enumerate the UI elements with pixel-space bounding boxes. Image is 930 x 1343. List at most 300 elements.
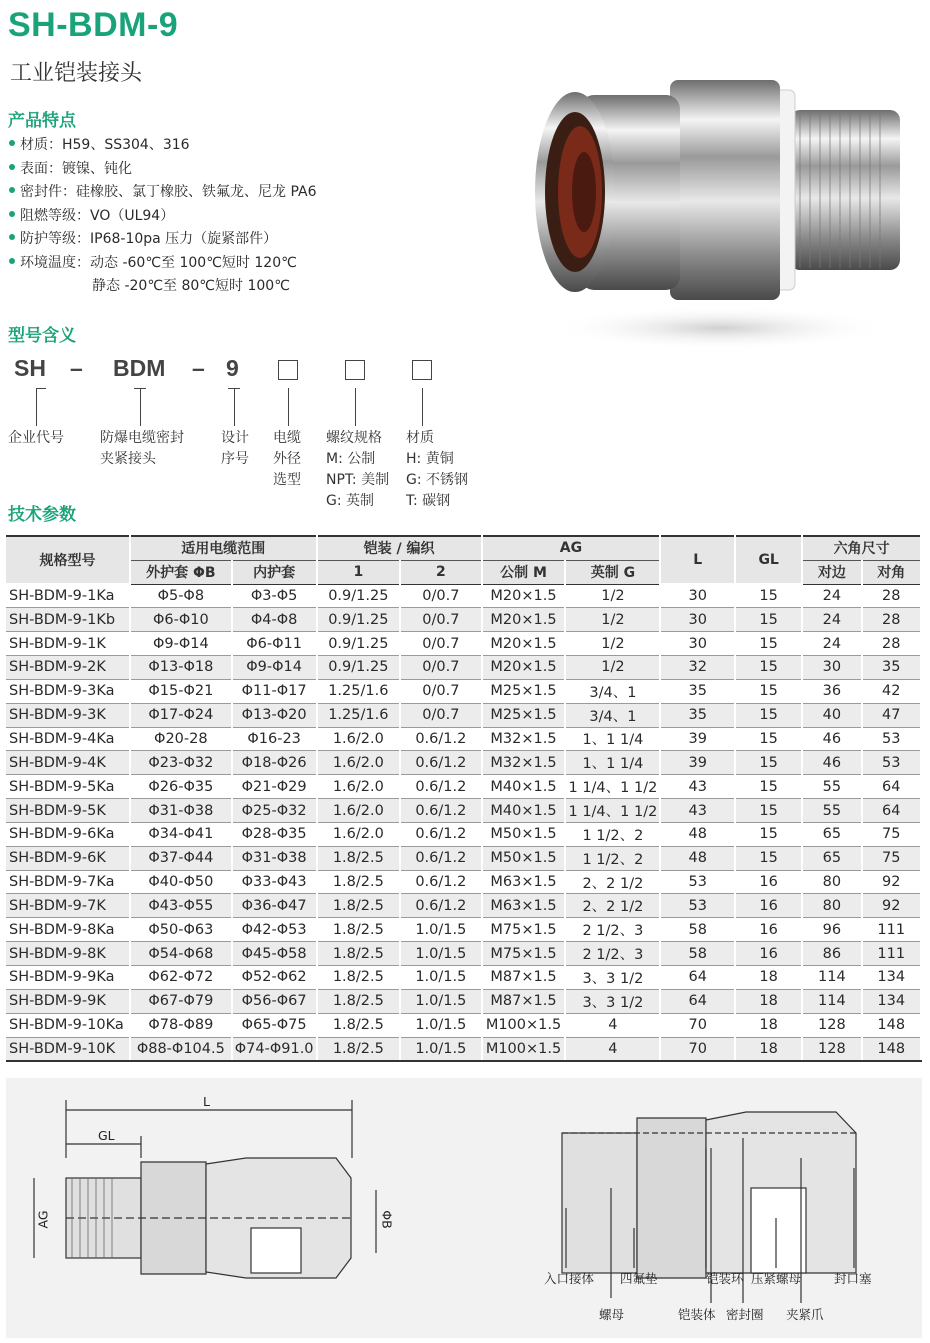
spec-table <box>6 535 922 1062</box>
table-row <box>6 632 921 656</box>
table-cell: SH-BDM-9-3K <box>6 703 130 727</box>
table-cell: 46 <box>802 727 861 751</box>
table-cell: 35 <box>660 703 735 727</box>
table-cell: 1 1/2、2 <box>565 846 660 870</box>
table-cell: 75 <box>862 846 921 870</box>
table-cell: Φ65-Φ75 <box>232 1013 317 1037</box>
part-sealing-plug: 封口塞 <box>834 1271 872 1286</box>
table-cell: Φ20-28 <box>130 727 232 751</box>
table-cell: 1.0/1.5 <box>400 1037 481 1061</box>
table-cell: 1.8/2.5 <box>317 1037 401 1061</box>
table-cell: 28 <box>862 608 921 632</box>
code-leader <box>355 388 356 426</box>
table-cell: Φ23-Φ32 <box>130 751 232 775</box>
product-photo <box>520 70 920 360</box>
table-cell: 47 <box>862 703 921 727</box>
table-cell: SH-BDM-9-1K <box>6 632 130 656</box>
table-cell: 0/0.7 <box>400 584 481 608</box>
table-cell: SH-BDM-9-1Ka <box>6 584 130 608</box>
label-thread: 螺纹规格 M: 公制 NPT: 美制 G: 英制 <box>326 430 390 509</box>
feature-item: 材质： H59、SS304、316 <box>20 137 190 153</box>
table-cell: 64 <box>862 775 921 799</box>
feature-item: 环境温度： 动态 -60℃至 100℃短时 120℃ <box>20 254 297 271</box>
table-cell: SH-BDM-9-8K <box>6 942 130 966</box>
table-row <box>6 608 921 632</box>
table-cell: 55 <box>802 775 861 799</box>
table-cell: Φ50-Φ63 <box>130 918 232 942</box>
table-cell: 1 1/4、1 1/2 <box>565 799 660 823</box>
table-cell: M20×1.5 <box>482 608 566 632</box>
table-cell: 3/4、1 <box>565 679 660 703</box>
table-cell: Φ13-Φ20 <box>232 703 317 727</box>
table-cell: 15 <box>735 584 802 608</box>
table-cell: Φ28-Φ35 <box>232 822 317 846</box>
features-list <box>8 134 478 299</box>
tech-heading: 技术参数 <box>8 505 76 525</box>
table-cell: 1 1/2、2 <box>565 822 660 846</box>
table-cell: 1.8/2.5 <box>317 1013 401 1037</box>
table-cell: 1/2 <box>565 584 660 608</box>
table-cell: 30 <box>660 584 735 608</box>
table-cell: 48 <box>660 822 735 846</box>
table-cell: 2、2 1/2 <box>565 894 660 918</box>
table-cell: 15 <box>735 799 802 823</box>
table-cell: Φ56-Φ67 <box>232 989 317 1013</box>
table-cell: 0.6/1.2 <box>400 727 481 751</box>
table-cell: 18 <box>735 1037 802 1061</box>
col-hex: 六角尺寸 <box>802 536 921 560</box>
table-cell: 55 <box>802 799 861 823</box>
table-cell: 148 <box>862 1013 921 1037</box>
table-cell: 0/0.7 <box>400 703 481 727</box>
label-design: 设计 序号 <box>221 430 249 467</box>
code-part-type: BDM <box>113 355 166 381</box>
code-part-design: 9 <box>226 355 239 381</box>
table-cell: M25×1.5 <box>482 679 566 703</box>
col-armor-2: 2 <box>400 560 481 584</box>
col-outer: 外护套 ΦB <box>130 560 232 584</box>
col-model: 规格型号 <box>6 536 130 584</box>
table-cell: 1.8/2.5 <box>317 942 401 966</box>
table-cell: 48 <box>660 846 735 870</box>
table-cell: 42 <box>862 679 921 703</box>
code-box-material <box>412 360 432 380</box>
table-cell: Φ43-Φ55 <box>130 894 232 918</box>
table-cell: 64 <box>660 989 735 1013</box>
table-row <box>6 870 921 894</box>
table-cell: Φ45-Φ58 <box>232 942 317 966</box>
table-cell: M50×1.5 <box>482 822 566 846</box>
label-type: 防爆电缆密封 夹紧接头 <box>100 430 184 467</box>
feature-item: 密封件： 硅橡胶、氯丁橡胶、铁氟龙、尼龙 PA6 <box>20 184 317 200</box>
table-cell: 2 1/2、3 <box>565 942 660 966</box>
table-cell: 0.9/1.25 <box>317 608 401 632</box>
col-gl: GL <box>735 536 802 584</box>
col-inner: 内护套 <box>232 560 317 584</box>
table-cell: 0.6/1.2 <box>400 751 481 775</box>
table-cell: 1.0/1.5 <box>400 942 481 966</box>
part-ptfe-washer: 四氟垫 <box>620 1271 658 1286</box>
table-cell: Φ88-Φ104.5 <box>130 1037 232 1061</box>
product-subtitle: 工业铠装接头 <box>10 61 143 86</box>
table-cell: 53 <box>660 870 735 894</box>
table-cell: 0.6/1.2 <box>400 799 481 823</box>
table-cell: 64 <box>660 966 735 990</box>
table-cell: 0.6/1.2 <box>400 775 481 799</box>
dim-l: L <box>203 1094 210 1109</box>
table-cell: 86 <box>802 942 861 966</box>
table-cell: 1.6/2.0 <box>317 751 401 775</box>
code-leader <box>36 388 46 389</box>
drawing-sketch <box>6 1078 922 1338</box>
feature-item-continuation: 静态 -20℃至 80℃短时 100℃ <box>92 278 290 294</box>
code-part-company: SH <box>14 355 46 381</box>
table-cell: 1.0/1.5 <box>400 918 481 942</box>
table-cell: 35 <box>862 656 921 680</box>
table-row <box>6 751 921 775</box>
table-cell: 53 <box>660 894 735 918</box>
table-cell: 96 <box>802 918 861 942</box>
spec-table-body <box>6 584 921 1061</box>
code-leader <box>288 388 289 426</box>
table-cell: Φ31-Φ38 <box>232 846 317 870</box>
code-box-thread <box>345 360 365 380</box>
feature-item: 阻燃等级： VO（UL94） <box>20 207 175 224</box>
table-cell: SH-BDM-9-4Ka <box>6 727 130 751</box>
code-leader <box>140 388 141 426</box>
table-cell: Φ67-Φ79 <box>130 989 232 1013</box>
table-cell: 70 <box>660 1037 735 1061</box>
table-cell: M20×1.5 <box>482 584 566 608</box>
table-cell: 3、3 1/2 <box>565 989 660 1013</box>
table-cell: 16 <box>735 894 802 918</box>
table-cell: 18 <box>735 1013 802 1037</box>
table-cell: 30 <box>660 608 735 632</box>
part-compression-nut: 压紧螺母 <box>751 1271 802 1286</box>
table-cell: 65 <box>802 822 861 846</box>
table-cell: 1.6/2.0 <box>317 775 401 799</box>
table-cell: Φ26-Φ35 <box>130 775 232 799</box>
table-cell: M100×1.5 <box>482 1037 566 1061</box>
table-cell: 15 <box>735 632 802 656</box>
table-cell: Φ31-Φ38 <box>130 799 232 823</box>
table-cell: 15 <box>735 727 802 751</box>
table-cell: SH-BDM-9-5Ka <box>6 775 130 799</box>
feature-item: 表面： 镀镍、钝化 <box>20 160 132 177</box>
table-cell: 18 <box>735 966 802 990</box>
table-cell: Φ9-Φ14 <box>232 656 317 680</box>
table-row <box>6 584 921 608</box>
table-cell: Φ4-Φ8 <box>232 608 317 632</box>
col-ag: AG <box>482 536 661 560</box>
table-cell: 15 <box>735 656 802 680</box>
label-company-code: 企业代号 <box>8 430 64 446</box>
table-cell: 0.6/1.2 <box>400 894 481 918</box>
table-cell: Φ74-Φ91.0 <box>232 1037 317 1061</box>
table-cell: 0/0.7 <box>400 608 481 632</box>
table-cell: 1.8/2.5 <box>317 918 401 942</box>
table-cell: 1.0/1.5 <box>400 966 481 990</box>
table-cell: M63×1.5 <box>482 894 566 918</box>
table-cell: 128 <box>802 1037 861 1061</box>
table-cell: Φ3-Φ5 <box>232 584 317 608</box>
table-cell: Φ33-Φ43 <box>232 870 317 894</box>
table-cell: 3/4、1 <box>565 703 660 727</box>
table-cell: 0.9/1.25 <box>317 656 401 680</box>
table-cell: 2、2 1/2 <box>565 870 660 894</box>
col-flat: 对边 <box>802 560 861 584</box>
table-cell: 1.25/1.6 <box>317 679 401 703</box>
table-cell: Φ6-Φ11 <box>232 632 317 656</box>
table-cell: M75×1.5 <box>482 918 566 942</box>
part-armor-ring: 铠装环 <box>706 1271 744 1286</box>
table-cell: 1.6/2.0 <box>317 799 401 823</box>
table-cell: SH-BDM-9-1Kb <box>6 608 130 632</box>
col-armor-1: 1 <box>317 560 401 584</box>
table-row <box>6 1037 921 1061</box>
table-cell: 4 <box>565 1013 660 1037</box>
table-cell: 70 <box>660 1013 735 1037</box>
table-cell: 24 <box>802 608 861 632</box>
product-model-title: SH-BDM-9 <box>8 6 179 44</box>
table-cell: 30 <box>660 632 735 656</box>
table-cell: Φ37-Φ44 <box>130 846 232 870</box>
table-cell: M75×1.5 <box>482 942 566 966</box>
table-cell: M50×1.5 <box>482 846 566 870</box>
table-cell: 111 <box>862 942 921 966</box>
table-cell: SH-BDM-9-8Ka <box>6 918 130 942</box>
table-row <box>6 727 921 751</box>
table-cell: Φ54-Φ68 <box>130 942 232 966</box>
table-cell: 36 <box>802 679 861 703</box>
code-leader <box>228 388 240 389</box>
table-cell: 46 <box>802 751 861 775</box>
label-cable: 电缆 外径 选型 <box>273 430 301 488</box>
table-cell: Φ15-Φ21 <box>130 679 232 703</box>
table-cell: 1/2 <box>565 608 660 632</box>
table-row <box>6 679 921 703</box>
table-cell: Φ16-23 <box>232 727 317 751</box>
table-cell: 16 <box>735 918 802 942</box>
table-cell: SH-BDM-9-10K <box>6 1037 130 1061</box>
table-cell: M25×1.5 <box>482 703 566 727</box>
table-cell: 24 <box>802 584 861 608</box>
col-armor: 铠装 / 编织 <box>317 536 482 560</box>
table-cell: 15 <box>735 608 802 632</box>
table-cell: 1.6/2.0 <box>317 727 401 751</box>
table-cell: 39 <box>660 727 735 751</box>
feature-item: 防护等级： IP68-10pa 压力（旋紧部件） <box>20 231 278 247</box>
code-leader <box>36 388 37 426</box>
table-cell: 80 <box>802 870 861 894</box>
table-cell: 1、1 1/4 <box>565 751 660 775</box>
table-cell: 4 <box>565 1037 660 1061</box>
table-cell: 43 <box>660 775 735 799</box>
table-cell: 0.6/1.2 <box>400 822 481 846</box>
table-cell: Φ52-Φ62 <box>232 966 317 990</box>
table-row <box>6 942 921 966</box>
table-cell: 2 1/2、3 <box>565 918 660 942</box>
code-leader <box>234 388 235 426</box>
table-cell: SH-BDM-9-4K <box>6 751 130 775</box>
table-cell: 111 <box>862 918 921 942</box>
table-cell: M40×1.5 <box>482 775 566 799</box>
table-cell: M100×1.5 <box>482 1013 566 1037</box>
table-cell: 1.8/2.5 <box>317 894 401 918</box>
code-box-cable <box>278 360 298 380</box>
table-cell: 128 <box>802 1013 861 1037</box>
table-row <box>6 656 921 680</box>
table-cell: 58 <box>660 918 735 942</box>
table-cell: 35 <box>660 679 735 703</box>
table-cell: Φ40-Φ50 <box>130 870 232 894</box>
col-imperial: 英制 G <box>565 560 660 584</box>
col-l: L <box>660 536 735 584</box>
table-cell: Φ18-Φ26 <box>232 751 317 775</box>
table-cell: SH-BDM-9-7Ka <box>6 870 130 894</box>
table-cell: 28 <box>862 584 921 608</box>
table-row <box>6 989 921 1013</box>
table-cell: M87×1.5 <box>482 966 566 990</box>
table-cell: 0.9/1.25 <box>317 584 401 608</box>
table-cell: 65 <box>802 846 861 870</box>
model-code-heading: 型号含义 <box>8 326 76 346</box>
dim-ag: AG <box>35 1210 51 1229</box>
table-cell: 24 <box>802 632 861 656</box>
table-row <box>6 846 921 870</box>
table-cell: 53 <box>862 751 921 775</box>
table-row <box>6 918 921 942</box>
table-cell: 1.25/1.6 <box>317 703 401 727</box>
col-metric: 公制 M <box>482 560 566 584</box>
table-cell: 40 <box>802 703 861 727</box>
dim-gl: GL <box>98 1128 115 1143</box>
table-row <box>6 703 921 727</box>
table-cell: 114 <box>802 966 861 990</box>
table-cell: Φ36-Φ47 <box>232 894 317 918</box>
table-cell: Φ13-Φ18 <box>130 656 232 680</box>
table-cell: 53 <box>862 727 921 751</box>
label-material: 材质 H: 黄铜 G: 不锈钢 T: 碳钢 <box>406 430 469 509</box>
table-cell: 80 <box>802 894 861 918</box>
technical-drawings <box>6 1078 922 1338</box>
table-cell: Φ9-Φ14 <box>130 632 232 656</box>
table-cell: M40×1.5 <box>482 799 566 823</box>
table-cell: 92 <box>862 894 921 918</box>
table-cell: 64 <box>862 799 921 823</box>
table-cell: SH-BDM-9-6Ka <box>6 822 130 846</box>
table-cell: 30 <box>802 656 861 680</box>
table-cell: 1.6/2.0 <box>317 822 401 846</box>
table-cell: 15 <box>735 751 802 775</box>
table-cell: SH-BDM-9-7K <box>6 894 130 918</box>
table-cell: 43 <box>660 799 735 823</box>
table-row <box>6 799 921 823</box>
table-cell: 114 <box>802 989 861 1013</box>
table-cell: 15 <box>735 703 802 727</box>
features-heading: 产品特点 <box>8 111 76 131</box>
table-cell: 18 <box>735 989 802 1013</box>
table-row <box>6 822 921 846</box>
dim-phib: ΦB <box>379 1210 395 1229</box>
table-cell: Φ11-Φ17 <box>232 679 317 703</box>
table-cell: 1/2 <box>565 656 660 680</box>
table-cell: SH-BDM-9-3Ka <box>6 679 130 703</box>
table-cell: SH-BDM-9-9Ka <box>6 966 130 990</box>
table-cell: 15 <box>735 679 802 703</box>
table-cell: 75 <box>862 822 921 846</box>
table-cell: M32×1.5 <box>482 727 566 751</box>
part-nut: 螺母 <box>599 1307 625 1322</box>
table-cell: 1 1/4、1 1/2 <box>565 775 660 799</box>
code-leader <box>134 388 146 389</box>
table-cell: 0.6/1.2 <box>400 870 481 894</box>
table-row <box>6 1013 921 1037</box>
table-cell: 15 <box>735 775 802 799</box>
part-clamp-jaw: 夹紧爪 <box>786 1307 824 1322</box>
table-cell: 0/0.7 <box>400 656 481 680</box>
part-seal-ring: 密封圈 <box>726 1307 764 1322</box>
table-cell: 3、3 1/2 <box>565 966 660 990</box>
table-cell: 1.8/2.5 <box>317 846 401 870</box>
table-cell: SH-BDM-9-5K <box>6 799 130 823</box>
col-corner: 对角 <box>862 560 921 584</box>
table-cell: 1.8/2.5 <box>317 989 401 1013</box>
table-cell: SH-BDM-9-2K <box>6 656 130 680</box>
table-cell: M20×1.5 <box>482 656 566 680</box>
table-cell: 0.6/1.2 <box>400 846 481 870</box>
table-cell: 1、1 1/4 <box>565 727 660 751</box>
table-cell: 92 <box>862 870 921 894</box>
table-cell: Φ6-Φ10 <box>130 608 232 632</box>
table-cell: 134 <box>862 966 921 990</box>
code-separator: – <box>192 355 205 381</box>
table-cell: SH-BDM-9-9K <box>6 989 130 1013</box>
table-cell: Φ34-Φ41 <box>130 822 232 846</box>
table-cell: Φ25-Φ32 <box>232 799 317 823</box>
table-cell: 1.0/1.5 <box>400 989 481 1013</box>
col-cable-range: 适用电缆范围 <box>130 536 317 560</box>
table-cell: 0.9/1.25 <box>317 632 401 656</box>
table-cell: SH-BDM-9-6K <box>6 846 130 870</box>
part-armor-body: 铠装体 <box>678 1307 716 1322</box>
part-inlet-body: 入口接体 <box>544 1271 595 1286</box>
table-row <box>6 966 921 990</box>
table-cell: 148 <box>862 1037 921 1061</box>
table-cell: M87×1.5 <box>482 989 566 1013</box>
table-cell: Φ42-Φ53 <box>232 918 317 942</box>
table-cell: M32×1.5 <box>482 751 566 775</box>
code-leader <box>422 388 423 426</box>
table-cell: 58 <box>660 942 735 966</box>
table-cell: 15 <box>735 822 802 846</box>
table-row <box>6 775 921 799</box>
table-cell: 1/2 <box>565 632 660 656</box>
table-cell: 1.8/2.5 <box>317 870 401 894</box>
table-cell: 28 <box>862 632 921 656</box>
table-cell: Φ17-Φ24 <box>130 703 232 727</box>
table-cell: 39 <box>660 751 735 775</box>
table-cell: 16 <box>735 870 802 894</box>
table-cell: 15 <box>735 846 802 870</box>
table-cell: 16 <box>735 942 802 966</box>
table-row <box>6 894 921 918</box>
table-cell: Φ5-Φ8 <box>130 584 232 608</box>
table-cell: SH-BDM-9-10Ka <box>6 1013 130 1037</box>
table-cell: 32 <box>660 656 735 680</box>
code-separator: – <box>70 355 83 381</box>
table-cell: Φ21-Φ29 <box>232 775 317 799</box>
